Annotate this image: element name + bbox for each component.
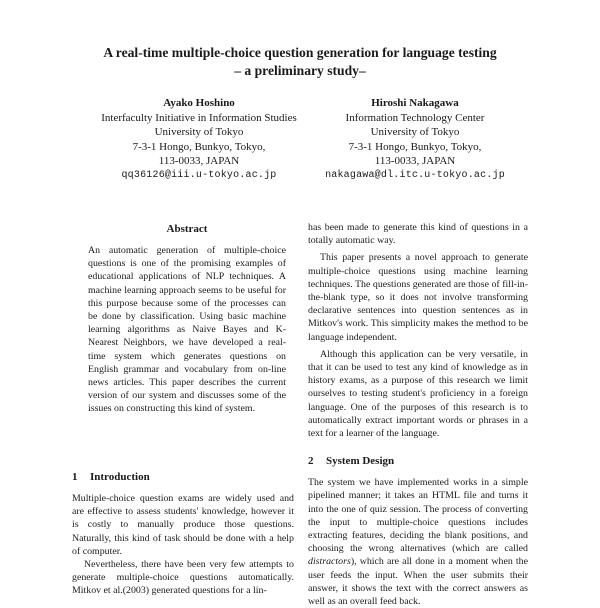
author-address: 7-3-1 Hongo, Bunkyo, Tokyo,: [132, 140, 266, 153]
title-line-1: A real-time multiple-choice question generation for language testing: [103, 45, 497, 60]
author-name: Ayako Hoshino: [163, 97, 235, 109]
author-postal: 113-0033, JAPAN: [158, 155, 240, 168]
section-number: 2: [308, 455, 314, 468]
abstract-text: An automatic generation of multiple-choice questions is one of the promising examples of educational applications of NLP techniques. A machine learning approach seems to be useful for this purpose because some of the processes can be done by classification. Using basic machine learning algorithms as Naive Bayes and K-Nearest Neighbors, we have developed a real-time system which generates questions on English grammar and vocabulary from on-line news articles. This paper describes the current version of our system and discusses some of the issues on constructing this kind of system.: [88, 245, 286, 415]
intro-paragraph-5: Although this application can be very versatile, in that it can be used to test any kind of knowledge as in history exams, as a purpose of this research we limit ourselves to testing student's proficiency in a foreign language. One of the purposes of this research is to automatically extract important words or phrases in a text for a learner of the language.: [308, 348, 528, 440]
author-postal: 113-0033, JAPAN: [374, 155, 456, 168]
section-title: Introduction: [90, 471, 150, 483]
section-number: 1: [72, 471, 78, 483]
author-email[interactable]: nakagawa@dl.itc.u-tokyo.ac.jp: [325, 169, 505, 181]
intro-paragraph-2: Nevertheless, there have been very few attempts to generate multiple-choice questions automatically. Mitkov et al.(2003) generated questions for a lin-: [72, 559, 294, 597]
paper-title: [0, 44, 600, 80]
intro-paragraph-1: Multiple-choice question exams are widely used and are effective to assess students' knowledge, however it is costly to manually produce those questions. Naturally, this kind of task should be done with a help of computer.: [72, 493, 294, 557]
author-university: University of Tokyo: [154, 126, 244, 139]
system-design-text-a: The system we have implemented works in a simple pipelined manner; it takes an HTML file and turns it into the one of quiz session. The process of converting the input to multiple-choice questions includes extracting features, deciding the blank positions, and choosing the wrong alternatives (which are called: [308, 477, 528, 555]
intro-paragraph-3: has been made to generate this kind of questions in a totally automatic way.: [308, 222, 528, 247]
author-block-2: [295, 96, 535, 184]
right-column: [308, 221, 528, 608]
system-design-paragraph: [308, 476, 528, 608]
author-affiliation: Information Technology Center: [345, 111, 485, 124]
abstract-heading: Abstract: [166, 223, 208, 235]
author-university: University of Tokyo: [370, 126, 460, 139]
author-block-1: [79, 96, 319, 184]
author-address: 7-3-1 Hongo, Bunkyo, Tokyo,: [348, 140, 482, 153]
abstract-section: [88, 222, 286, 416]
system-design-heading: [308, 454, 528, 468]
author-email[interactable]: qq36126@iii.u-tokyo.ac.jp: [121, 169, 277, 181]
distractors-term: distractors: [308, 556, 351, 568]
system-design-text-b: ), which are all done in a moment when the user feeds the input. When the user submits their answer, it shows the text with the correct answers as well as an overall feed back.: [308, 556, 528, 608]
author-name: Hiroshi Nakagawa: [371, 97, 459, 109]
section-title: System Design: [326, 455, 395, 468]
intro-paragraph-4: This paper presents a novel approach to generate multiple-choice questions using machine learning techniques. The questions generated are those of fill-in-the-blank type, so it does not involve transforming declarative sentences into question sentences as in Mitkov's work. This simplicity makes the method to be language independent.: [308, 252, 528, 343]
introduction-heading: [72, 470, 294, 484]
introduction-section: [72, 470, 294, 598]
title-line-2: – a preliminary study–: [234, 63, 366, 78]
author-affiliation: Interfaculty Initiative in Information Studies: [101, 111, 297, 124]
